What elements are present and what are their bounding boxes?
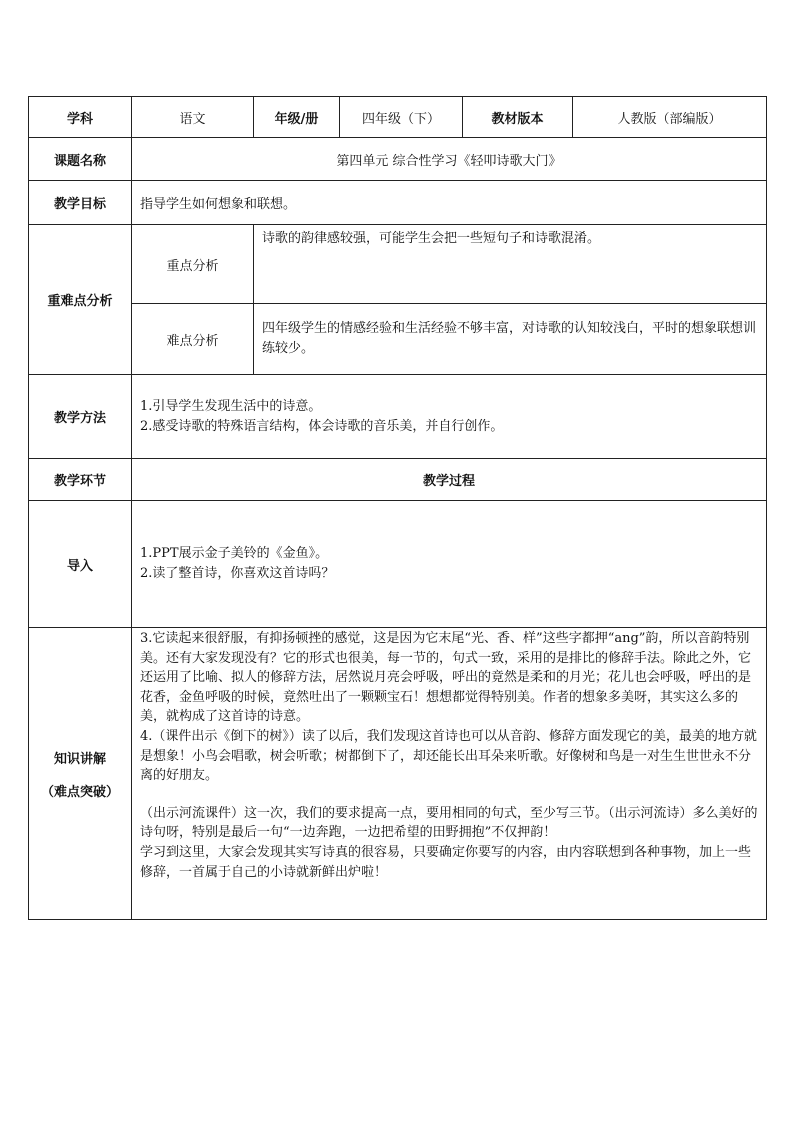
method-item: 2.感受诗歌的特殊语言结构，体会诗歌的音乐美，并自行创作。 <box>140 418 504 434</box>
difficult-analysis-value: 四年级学生的情感经验和生活经验不够丰富，对诗歌的认知较浅白，平时的想象联想训练较少。 <box>262 321 757 356</box>
topic-row <box>29 138 767 181</box>
header-row <box>29 97 767 138</box>
intro-item: 2.读了整首诗，你喜欢这首诗吗？ <box>140 566 335 581</box>
intro-label: 导入 <box>29 501 132 628</box>
method-row <box>29 375 767 459</box>
edition-value: 人教版（部编版） <box>573 97 767 138</box>
topic-label: 课题名称 <box>29 138 132 181</box>
method-item: 1.引导学生发现生活中的诗意。 <box>140 398 322 414</box>
topic-value: 第四单元 综合性学习《轻叩诗歌大门》 <box>132 138 767 181</box>
grade-value: 四年级（下） <box>340 97 463 138</box>
knowledge-paragraph: 学习到这里，大家会发现其实写诗真的很容易，只要确定你要写的内容，由内容联想到各种事物，加上一些修辞，一首属于自己的小诗就新鲜出炉啦！ <box>140 844 752 880</box>
method-label: 教学方法 <box>29 375 132 459</box>
objective-value: 指导学生如何想象和联想。 <box>132 181 767 225</box>
knowledge-label-cell <box>29 628 132 920</box>
knowledge-paragraph: 4.（课件出示《倒下的树》）读了以后，我们发现这首诗也可以从音韵、修辞方面发现它的美，最美的地方就是想象！小鸟会唱歌，树会听歌；树都倒下了，却还能长出耳朵来听歌。好像树和鸟是一对生生世世永不分离的好朋友。 <box>140 728 757 784</box>
edition-label: 教材版本 <box>463 97 573 138</box>
process-header: 教学过程 <box>132 459 767 501</box>
key-point-row <box>29 225 767 304</box>
difficult-analysis-label: 难点分析 <box>132 304 254 375</box>
objective-label: 教学目标 <box>29 181 132 225</box>
intro-row <box>29 501 767 628</box>
subject-value: 语文 <box>132 97 254 138</box>
key-analysis-value: 诗歌的韵律感较强，可能学生会把一些短句子和诗歌混淆。 <box>262 231 601 246</box>
subject-label: 学科 <box>29 97 132 138</box>
grade-label: 年级/册 <box>254 97 340 138</box>
process-header-row <box>29 459 767 501</box>
objective-row <box>29 181 767 225</box>
analysis-label: 重难点分析 <box>29 225 132 375</box>
paragraph-gap <box>140 786 760 804</box>
knowledge-label: 知识讲解 <box>53 751 106 767</box>
method-list <box>132 375 767 459</box>
key-analysis-label: 重点分析 <box>132 225 254 304</box>
stage-header: 教学环节 <box>29 459 132 501</box>
lesson-plan-table <box>28 96 767 920</box>
difficult-point-row <box>29 304 767 375</box>
knowledge-row <box>29 628 767 920</box>
knowledge-paragraph: （出示河流课件）这一次，我们的要求提高一点，要用相同的句式，至少写三节。（出示河流诗）多么美好的诗句呀，特别是最后一句“一边奔跑，一边把希望的田野拥抱”不仅押韵！ <box>140 805 758 841</box>
intro-item: 1.PPT展示金子美铃的《金鱼》。 <box>140 546 329 561</box>
knowledge-paragraph: 3.它读起来很舒服，有抑扬顿挫的感觉，这是因为它末尾“光、香、样”这些字都押“ang”韵，所以音韵特别美。还有大家发现没有？它的形式也很美，每一节的，句式一致，采用的是排比的修辞手法。除此之外，它还运用了比喻、拟人的修辞方法，居然说月亮会呼吸，呼出的竟然是柔和的月光；花儿也会呼吸，呼出的是花香，金鱼呼吸的时候，竟然吐出了一颗颗宝石！想想都觉得特别美。作者的想象多美呀，其实这么多的美，就构成了这首诗的诗意。 <box>140 631 752 725</box>
intro-list <box>132 501 767 628</box>
knowledge-content <box>132 628 767 920</box>
knowledge-sublabel: （难点突破） <box>40 784 119 800</box>
